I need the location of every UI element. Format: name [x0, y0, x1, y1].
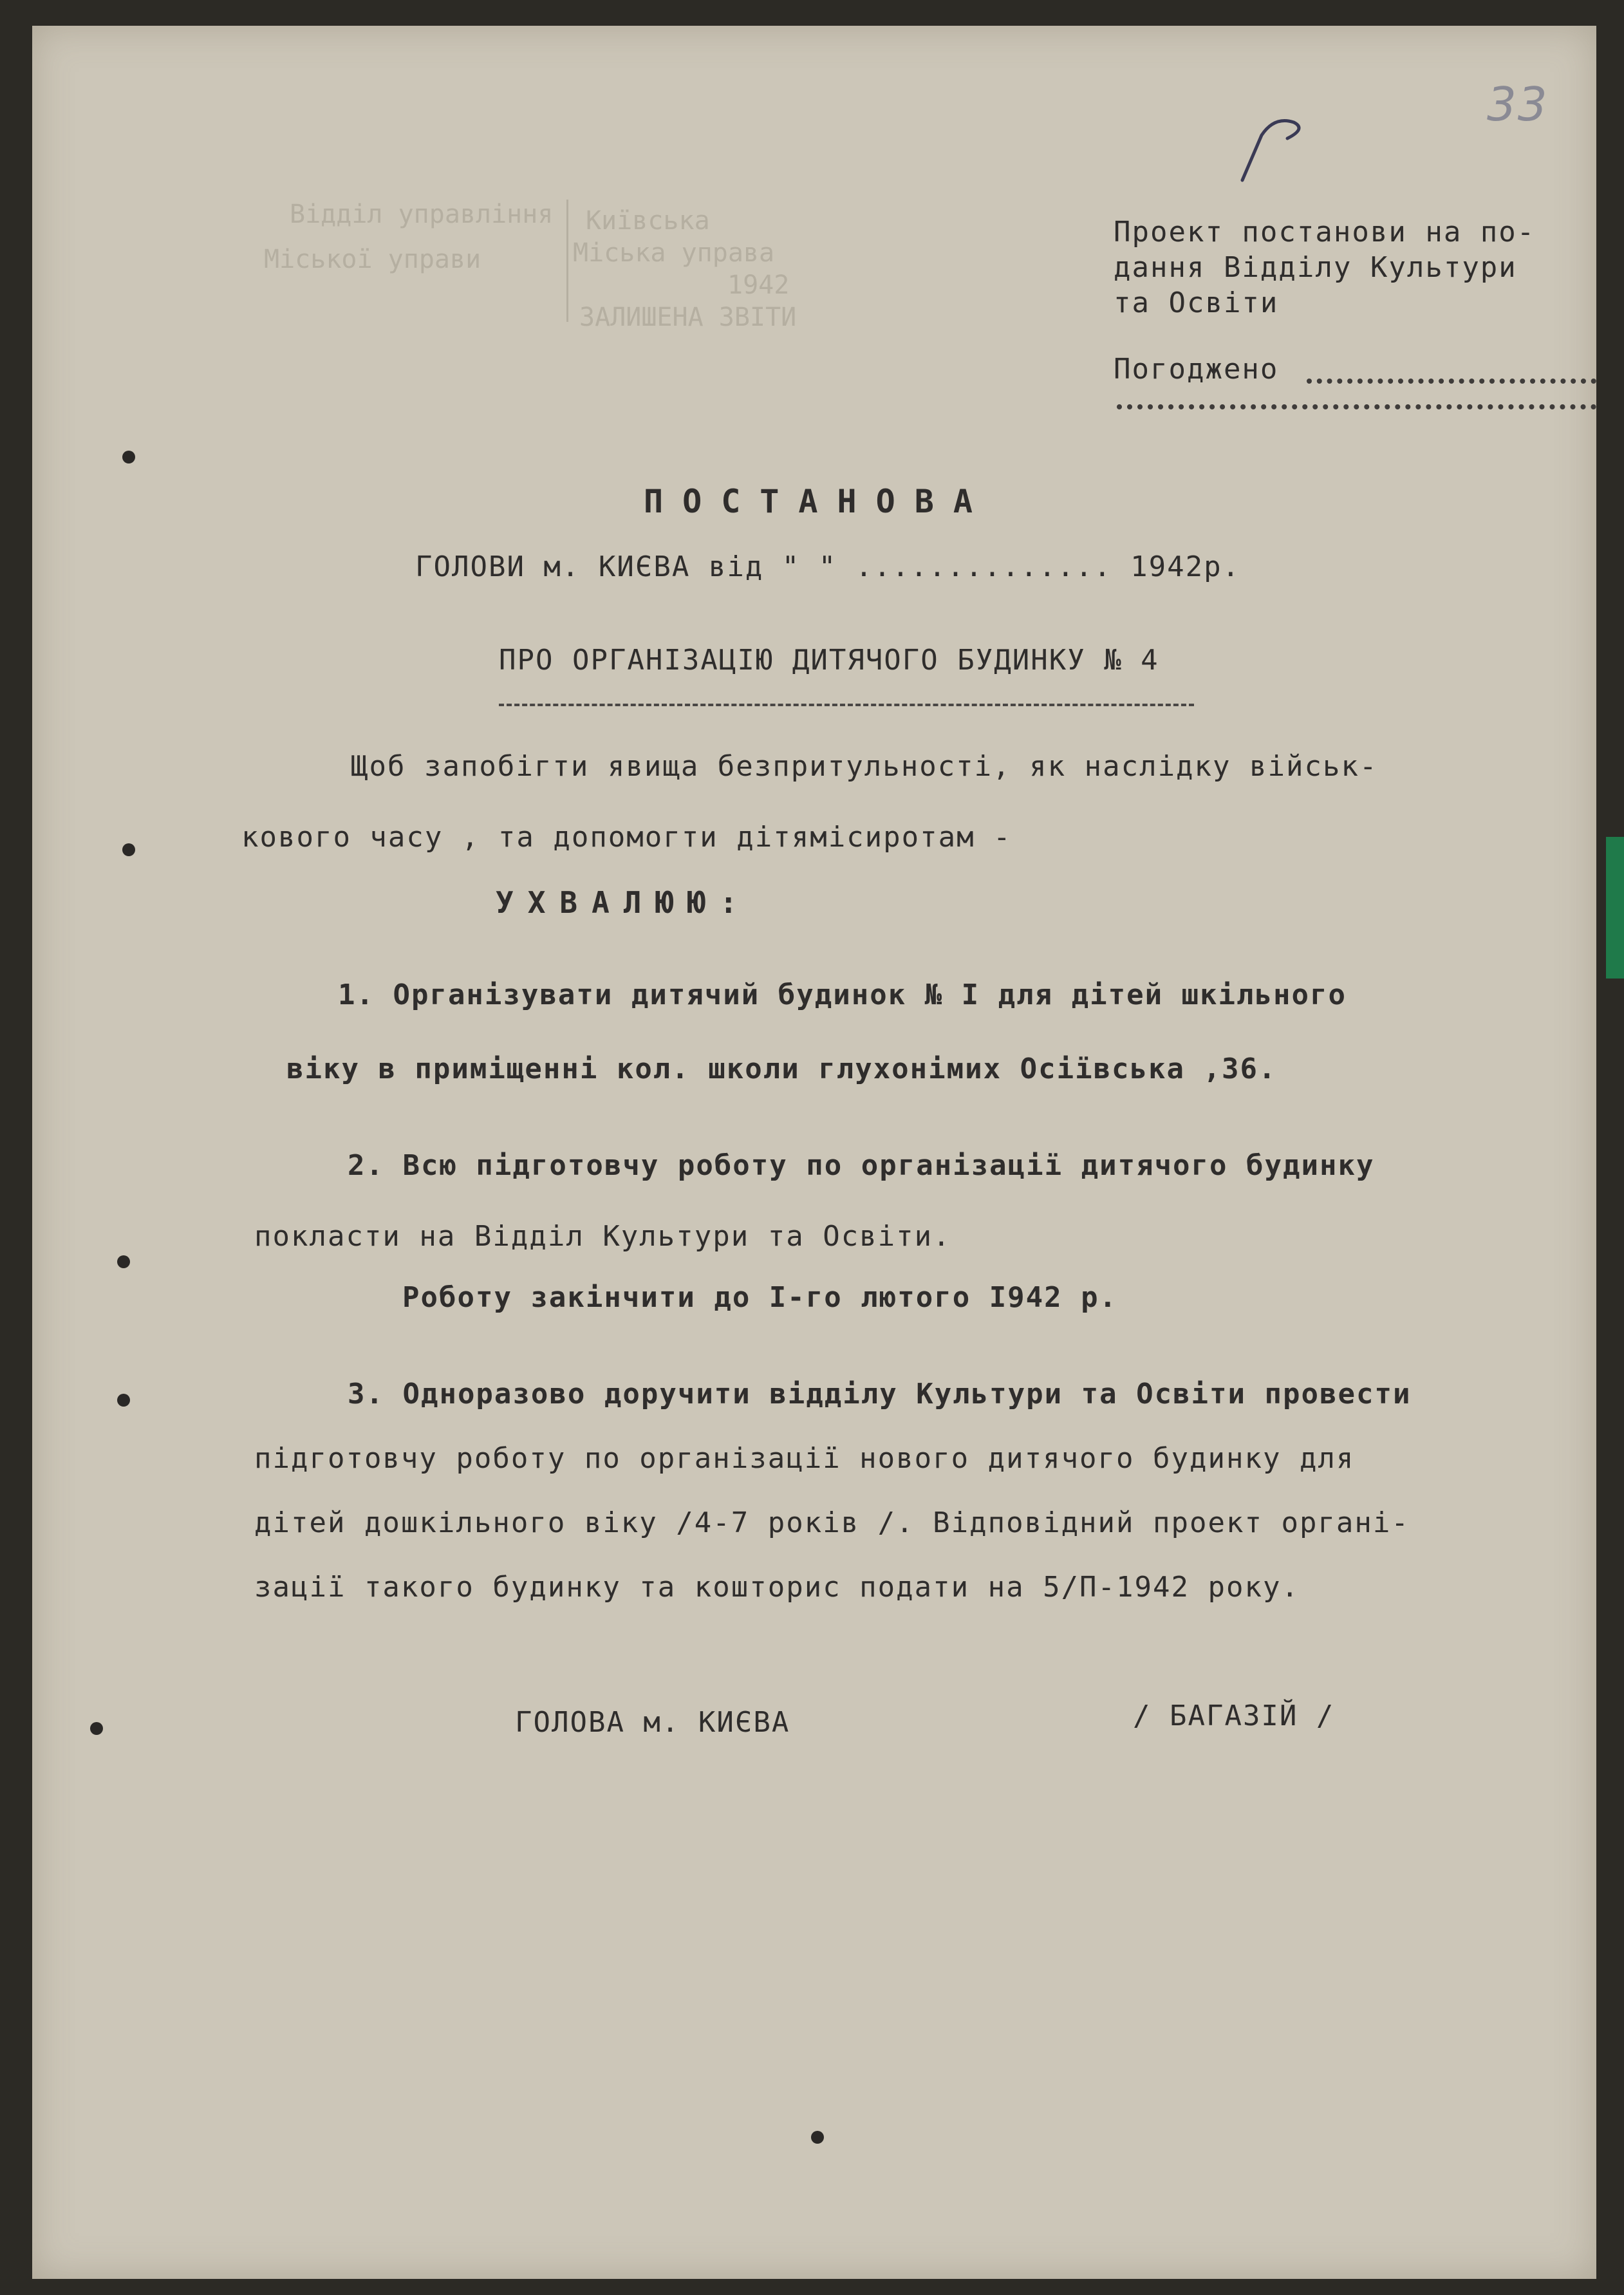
preamble-line: кового часу , та допомогти дітямісиротам -	[241, 821, 1012, 854]
approved-dotted-line	[1307, 379, 1596, 384]
item-2-line: покласти на Відділ Культури та Освіти.	[254, 1220, 951, 1253]
approved-dotted-line	[1117, 404, 1596, 409]
stamp-line: 1942	[727, 270, 790, 300]
item-3-line: підготовчу роботу по організації нового дитячого будинку для	[254, 1442, 1355, 1475]
stamp-line: Київська	[586, 206, 710, 236]
stamp-line: Міської управи	[264, 245, 481, 274]
header-note-line: та Освіти	[1114, 286, 1279, 319]
binding-hole	[117, 1394, 130, 1407]
subject-underline	[499, 704, 1194, 706]
header-note-line: Проект постанови на по-	[1114, 216, 1536, 248]
item-3-line: 3. Одноразово доручити відділу Культури та Освіти провести	[348, 1378, 1412, 1410]
item-2-line: 2. Всю підготовчу роботу по організації дитячого будинку	[348, 1149, 1375, 1182]
stamp-divider	[566, 200, 568, 322]
binding-hole	[122, 843, 135, 856]
approved-label: Погоджено	[1114, 353, 1279, 386]
archive-tab-marker	[1606, 837, 1624, 979]
binding-hole	[90, 1722, 103, 1735]
item-1-line: віку в приміщенні кол. школи глухонімих Осіївська ,36.	[286, 1053, 1277, 1085]
preamble-line: Щоб запобігти явища безпритульності, як наслідку військ-	[351, 750, 1378, 783]
signature-name: / БАГАЗІЙ /	[1133, 1700, 1335, 1732]
binding-hole	[122, 451, 135, 464]
document-title: ПОСТАНОВА	[644, 483, 992, 520]
item-3-line: зації такого будинку та кошторис подати на 5/П-1942 року.	[254, 1571, 1300, 1604]
stamp-line: Міська управа	[573, 238, 775, 268]
stamp-line: ЗАЛИШЕНА ЗВІТИ	[579, 303, 797, 332]
item-2-line: Роботу закінчити до І-го лютого І942 р.	[402, 1281, 1118, 1314]
header-note-line: дання Відділу Культури	[1114, 251, 1517, 284]
faded-stamp	[264, 193, 843, 341]
binding-hole	[117, 1255, 130, 1268]
signature-label: ГОЛОВА м. КИЄВА	[515, 1706, 790, 1739]
resolve-heading: УХВАЛЮЮ:	[496, 885, 752, 920]
stamp-line: Відділ управління	[290, 200, 554, 229]
binding-hole	[811, 2131, 824, 2144]
page-number: 33	[1487, 77, 1549, 131]
item-3-line: дітей дошкільного віку /4-7 років /. Відповідний проект органі-	[254, 1506, 1410, 1539]
ink-mark	[1236, 109, 1326, 187]
document-subject: ПРО ОРГАНІЗАЦІЮ ДИТЯЧОГО БУДИНКУ № 4	[499, 644, 1159, 677]
document-subtitle: ГОЛОВИ м. КИЄВА від " " .............. 1942р.	[415, 550, 1241, 583]
item-1-line: 1. Організувати дитячий будинок № І для дітей шкільного	[338, 979, 1347, 1011]
